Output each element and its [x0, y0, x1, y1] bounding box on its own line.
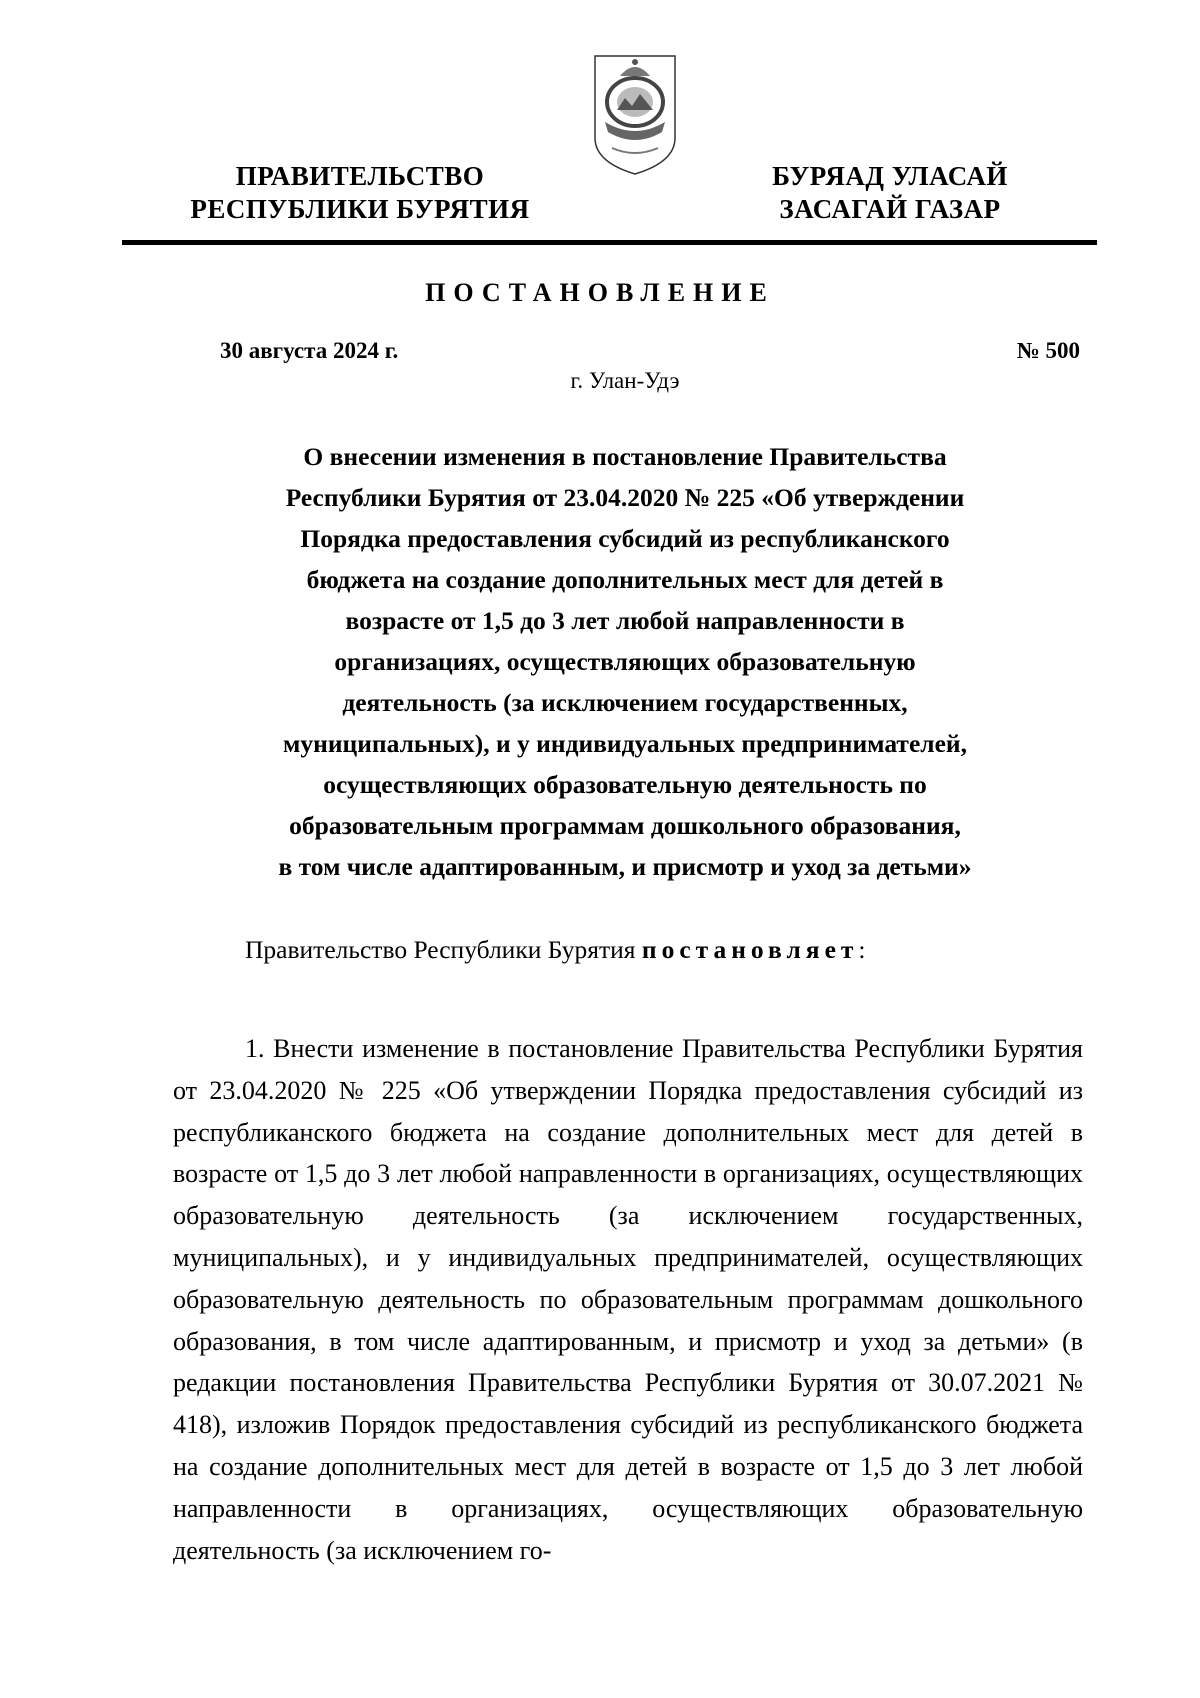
- document-city: г. Улан-Удэ: [570, 368, 680, 393]
- gov-ru-line-1: ПРАВИТЕЛЬСТВО: [235, 161, 485, 191]
- gov-bua-line-1: БУРЯАД УЛАСАЙ: [772, 161, 1008, 191]
- title-line: деятельность (за исключением государственных,: [342, 688, 908, 717]
- coat-of-arms-icon: [590, 52, 680, 178]
- title-line: организациях, осуществляющих образовательную: [334, 647, 916, 676]
- title-line: бюджета на создание дополнительных мест для детей в: [306, 565, 944, 594]
- title-line: осуществляющих образовательную деятельность по: [323, 770, 927, 799]
- title-line: Республики Бурятия от 23.04.2020 № 225 «Об утверждении: [285, 483, 965, 512]
- document-title: [160, 436, 1090, 887]
- gov-ru-line-2: РЕСПУБЛИКИ БУРЯТИЯ: [190, 194, 530, 224]
- government-name-russian: [160, 160, 560, 226]
- title-line: О внесении изменения в постановление Правительства: [303, 442, 947, 471]
- resolve-suffix: :: [858, 935, 866, 964]
- document-number: № 500: [1016, 338, 1080, 363]
- resolve-verb: постановляет: [641, 935, 859, 964]
- title-line: образовательным программам дошкольного образования,: [289, 811, 961, 840]
- government-name-buryat: [730, 160, 1050, 226]
- document-type: ПОСТАНОВЛЕНИЕ: [425, 278, 775, 307]
- title-line: возрасте от 1,5 до 3 лет любой направленности в: [345, 606, 905, 635]
- resolution-statement: [245, 935, 866, 965]
- title-line: Порядка предоставления субсидий из республиканского: [300, 524, 950, 553]
- resolve-prefix: Правительство Республики Бурятия: [245, 935, 642, 964]
- document-date: 30 августа 2024 г.: [220, 338, 399, 363]
- title-line: муниципальных), и у индивидуальных предпринимателей,: [283, 729, 967, 758]
- header-divider: [122, 240, 1097, 245]
- gov-bua-line-2: ЗАСАГАЙ ГАЗАР: [779, 194, 1001, 224]
- title-line: в том числе адаптированным, и присмотр и уход за детьми»: [278, 852, 972, 881]
- paragraph-1: 1. Внести изменение в постановление Правительства Республики Бурятия от 23.04.2020 № 225 «Об утверждении Порядка предоставления субсидий из республиканского бюджета на создание дополнительных мест для детей в возрасте от 1,5 до 3 лет любой направленности в организациях, осуществляющих образовательную деятельность (за исключением государственных, муниципальных), и у индивидуальных предпринимателей, осуществляющих образовательную деятельность по образовательным программам дошкольного образования, в том числе адаптированным, и присмотр и уход за детьми» (в редакции постановления Правительства Республики Бурятия от 30.07.2021 № 418), изложив Порядок предоставления субсидий из республиканского бюджета на создание дополнительных мест для детей в возрасте от 1,5 до 3 лет любой направленности в организациях, осуществляющих образовательную деятельность (за исключением го-: [173, 1034, 1083, 1565]
